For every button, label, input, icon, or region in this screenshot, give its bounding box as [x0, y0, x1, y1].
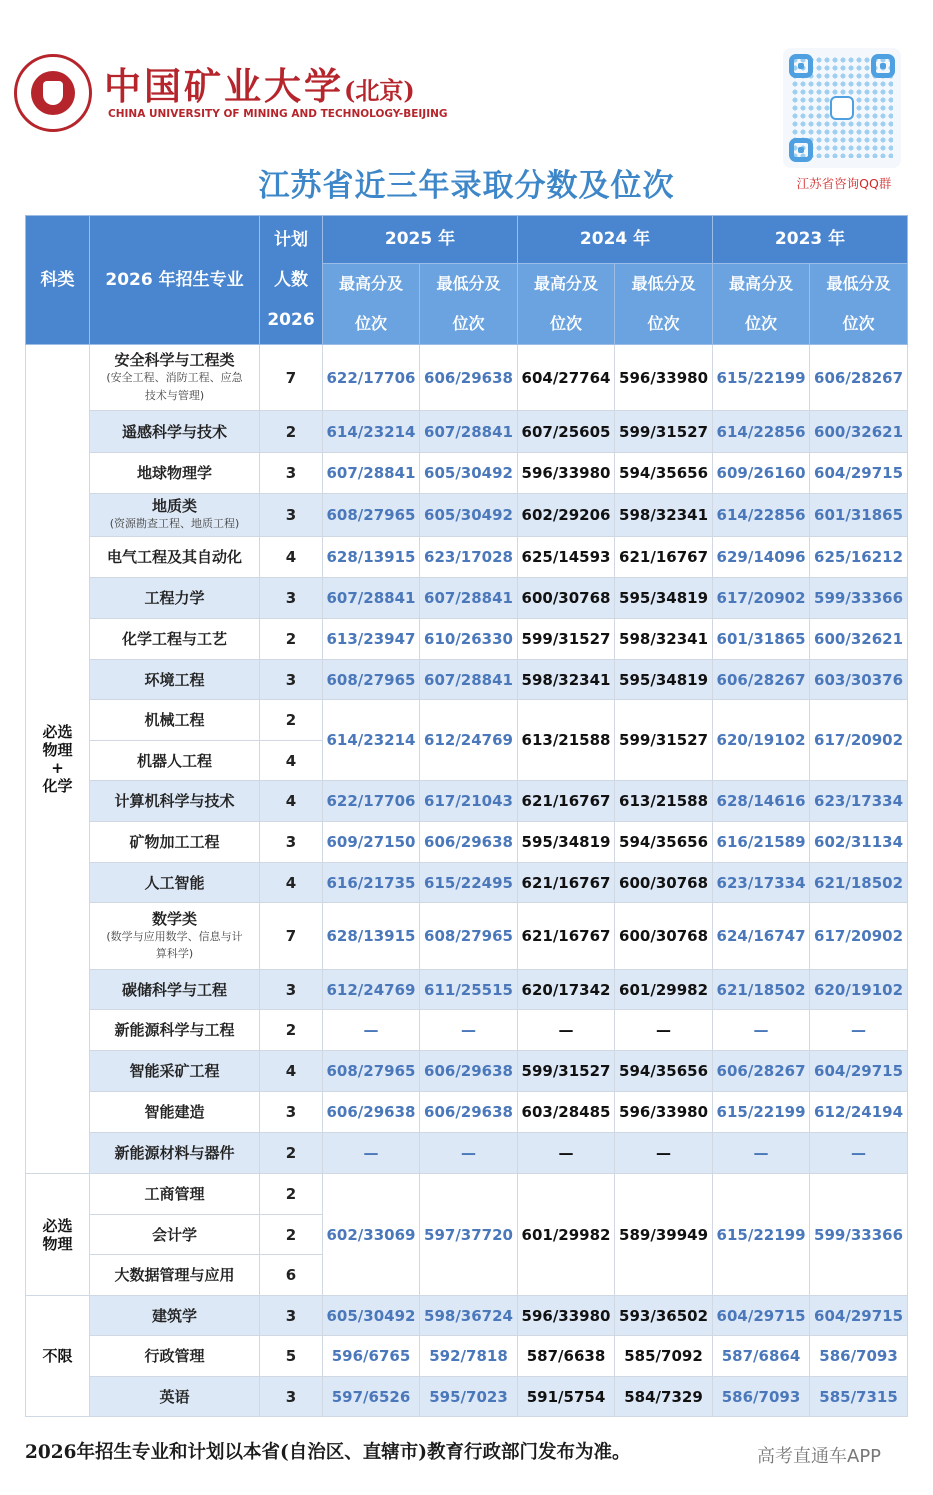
score-rank-cell: 593/36502 [615, 1296, 713, 1336]
score-rank-cell: 623/17028 [420, 537, 518, 578]
score-rank-cell: 617/20902 [810, 903, 908, 970]
score-rank-cell: 594/35656 [615, 1051, 713, 1092]
table-row [26, 1174, 908, 1215]
score-rank-cell: 598/32341 [518, 660, 615, 700]
major-cell: 智能采矿工程 [90, 1051, 260, 1092]
header-year: 2024 年 [518, 216, 713, 264]
score-rank-cell: 599/33366 [810, 578, 908, 619]
score-rank-cell: 600/30768 [615, 863, 713, 903]
major-cell: 工程力学 [90, 578, 260, 619]
plan-count-cell: 4 [260, 781, 323, 822]
score-rank-cell: 602/33069 [323, 1174, 420, 1296]
score-rank-cell: 615/22199 [713, 1174, 810, 1296]
header-major: 2026 年招生专业 [90, 216, 260, 345]
score-rank-cell: 595/7023 [420, 1377, 518, 1417]
plan-count-cell: 7 [260, 903, 323, 970]
score-rank-cell: 607/25605 [518, 411, 615, 453]
score-rank-cell: — [323, 1010, 420, 1051]
table-row [26, 700, 908, 741]
score-rank-cell: 607/28841 [420, 660, 518, 700]
table-row [26, 1133, 908, 1174]
score-rank-cell: 606/29638 [420, 1051, 518, 1092]
plan-count-cell: 3 [260, 578, 323, 619]
plan-count-cell: 3 [260, 1377, 323, 1417]
score-rank-cell: 600/30768 [615, 903, 713, 970]
university-seal-icon [14, 54, 92, 132]
score-rank-cell: 601/29982 [615, 970, 713, 1010]
score-rank-cell: 599/31527 [615, 700, 713, 781]
major-cell: 化学工程与工艺 [90, 619, 260, 660]
score-rank-cell: 587/6864 [713, 1336, 810, 1377]
score-rank-cell: 621/16767 [518, 903, 615, 970]
table-row [26, 903, 908, 970]
header-year: 2023 年 [713, 216, 908, 264]
score-rank-cell: 615/22495 [420, 863, 518, 903]
score-rank-cell: 605/30492 [420, 453, 518, 494]
table-row [26, 494, 908, 537]
score-rank-cell: 621/16767 [518, 781, 615, 822]
plan-count-cell: 3 [260, 1296, 323, 1336]
score-rank-cell: 599/31527 [615, 411, 713, 453]
score-rank-cell: 596/33980 [518, 453, 615, 494]
table-row [26, 781, 908, 822]
major-cell: 大数据管理与应用 [90, 1255, 260, 1296]
score-rank-cell: 603/28485 [518, 1092, 615, 1133]
score-rank-cell: 608/27965 [420, 903, 518, 970]
major-cell: 建筑学 [90, 1296, 260, 1336]
plan-count-cell: 2 [260, 619, 323, 660]
score-rank-cell: 594/35656 [615, 453, 713, 494]
score-rank-cell: 609/26160 [713, 453, 810, 494]
plan-count-cell: 3 [260, 970, 323, 1010]
score-rank-cell: 614/22856 [713, 494, 810, 537]
score-rank-cell: 587/6638 [518, 1336, 615, 1377]
score-rank-cell: 625/14593 [518, 537, 615, 578]
score-rank-cell: 617/20902 [810, 700, 908, 781]
plan-count-cell: 2 [260, 1215, 323, 1255]
header-max-score-rank: 最高分及 位次 [323, 264, 420, 345]
plan-count-cell: 2 [260, 411, 323, 453]
score-rank-cell: — [420, 1133, 518, 1174]
plan-count-cell: 4 [260, 1051, 323, 1092]
score-rank-cell: 585/7092 [615, 1336, 713, 1377]
score-rank-cell: 594/35656 [615, 822, 713, 863]
score-rank-cell: 601/29982 [518, 1174, 615, 1296]
score-rank-cell: 609/27150 [323, 822, 420, 863]
major-cell: 电气工程及其自动化 [90, 537, 260, 578]
major-cell: 地质类 (资源勘查工程、地质工程) [90, 494, 260, 537]
plan-count-cell: 4 [260, 537, 323, 578]
major-cell: 新能源科学与工程 [90, 1010, 260, 1051]
major-cell: 数学类 (数学与应用数学、信息与计 算科学) [90, 903, 260, 970]
score-rank-cell: 628/13915 [323, 537, 420, 578]
score-rank-cell: 604/29715 [810, 453, 908, 494]
source-watermark: 高考直通车APP [757, 1446, 882, 1467]
score-rank-cell: 596/33980 [615, 1092, 713, 1133]
score-rank-cell: 628/14616 [713, 781, 810, 822]
university-name-en: CHINA UNIVERSITY OF MINING AND TECHNOLOGY-BEIJING [108, 108, 448, 120]
major-cell: 矿物加工工程 [90, 822, 260, 863]
plan-count-cell: 6 [260, 1255, 323, 1296]
score-rank-cell: 629/14096 [713, 537, 810, 578]
score-rank-cell: 606/28267 [713, 660, 810, 700]
score-table [25, 215, 908, 1417]
plan-count-cell: 7 [260, 345, 323, 411]
score-rank-cell: 604/27764 [518, 345, 615, 411]
score-rank-cell: 621/18502 [810, 863, 908, 903]
score-rank-cell: 597/37720 [420, 1174, 518, 1296]
score-rank-cell: 595/34819 [518, 822, 615, 863]
score-rank-cell: — [518, 1010, 615, 1051]
score-rank-cell: 620/19102 [713, 700, 810, 781]
score-rank-cell: 600/32621 [810, 411, 908, 453]
score-rank-cell: 616/21735 [323, 863, 420, 903]
table-row [26, 1336, 908, 1377]
score-rank-cell: 623/17334 [810, 781, 908, 822]
score-rank-cell: — [420, 1010, 518, 1051]
score-rank-cell: 603/30376 [810, 660, 908, 700]
score-rank-cell: 604/29715 [713, 1296, 810, 1336]
score-rank-cell: — [615, 1133, 713, 1174]
table-row [26, 411, 908, 453]
qr-code-icon[interactable] [783, 48, 901, 168]
score-rank-cell: 598/32341 [615, 494, 713, 537]
plan-count-cell: 2 [260, 1133, 323, 1174]
score-rank-cell: 620/17342 [518, 970, 615, 1010]
score-rank-cell: 601/31865 [713, 619, 810, 660]
table-row [26, 537, 908, 578]
score-rank-cell: 610/26330 [420, 619, 518, 660]
score-rank-cell: 607/28841 [323, 578, 420, 619]
header-min-score-rank: 最低分及 位次 [420, 264, 518, 345]
score-rank-cell: 601/31865 [810, 494, 908, 537]
footer-note: 2026年招生专业和计划以本省(自治区、直辖市)教育行政部门发布为准。 [25, 1442, 631, 1463]
score-rank-cell: 605/30492 [323, 1296, 420, 1336]
score-rank-cell: 589/39949 [615, 1174, 713, 1296]
score-rank-cell: 612/24769 [420, 700, 518, 781]
table-row [26, 578, 908, 619]
score-rank-cell: 596/33980 [615, 345, 713, 411]
page-title: 江苏省近三年录取分数及位次 [258, 168, 675, 204]
major-cell: 机器人工程 [90, 741, 260, 781]
score-rank-cell: 620/19102 [810, 970, 908, 1010]
table-row [26, 345, 908, 411]
score-rank-cell: 597/6526 [323, 1377, 420, 1417]
score-rank-cell: 595/34819 [615, 578, 713, 619]
score-rank-cell: 596/6765 [323, 1336, 420, 1377]
score-rank-cell: 606/28267 [810, 345, 908, 411]
score-rank-cell: — [323, 1133, 420, 1174]
score-rank-cell: 608/27965 [323, 1051, 420, 1092]
score-rank-cell: 605/30492 [420, 494, 518, 537]
table-row [26, 1092, 908, 1133]
score-rank-cell: 599/33366 [810, 1174, 908, 1296]
score-rank-cell: 612/24769 [323, 970, 420, 1010]
score-rank-cell: — [713, 1133, 810, 1174]
plan-count-cell: 2 [260, 1174, 323, 1215]
score-rank-cell: 617/20902 [713, 578, 810, 619]
score-rank-cell: 602/29206 [518, 494, 615, 537]
major-cell: 英语 [90, 1377, 260, 1417]
page-header [0, 0, 933, 215]
score-rank-cell: 606/29638 [420, 1092, 518, 1133]
score-rank-cell: 606/29638 [420, 345, 518, 411]
score-rank-cell: 621/16767 [518, 863, 615, 903]
score-rank-cell: 622/17706 [323, 345, 420, 411]
score-rank-cell: 598/32341 [615, 619, 713, 660]
score-rank-cell: — [518, 1133, 615, 1174]
score-rank-cell: 600/32621 [810, 619, 908, 660]
header-min-score-rank: 最低分及 位次 [810, 264, 908, 345]
score-rank-cell: 606/29638 [323, 1092, 420, 1133]
header-year: 2025 年 [323, 216, 518, 264]
major-cell: 遥感科学与技术 [90, 411, 260, 453]
category-cell: 必选 物理 [26, 1174, 90, 1296]
major-cell: 计算机科学与技术 [90, 781, 260, 822]
university-name-cn: 中国矿业大学(北京) [104, 64, 415, 108]
score-rank-cell: 616/21589 [713, 822, 810, 863]
score-rank-cell: 624/16747 [713, 903, 810, 970]
score-rank-cell: 608/27965 [323, 660, 420, 700]
score-rank-cell: 615/22199 [713, 345, 810, 411]
score-rank-cell: 586/7093 [713, 1377, 810, 1417]
table-row [26, 970, 908, 1010]
major-cell: 工商管理 [90, 1174, 260, 1215]
score-rank-cell: 596/33980 [518, 1296, 615, 1336]
plan-count-cell: 4 [260, 863, 323, 903]
major-cell: 安全科学与工程类 (安全工程、消防工程、应急 技术与管理) [90, 345, 260, 411]
table-row [26, 619, 908, 660]
header-plan: 计划 人数 2026 [260, 216, 323, 345]
header-max-score-rank: 最高分及 位次 [713, 264, 810, 345]
score-rank-cell: 595/34819 [615, 660, 713, 700]
score-rank-cell: — [713, 1010, 810, 1051]
score-rank-cell: 606/29638 [420, 822, 518, 863]
plan-count-cell: 3 [260, 822, 323, 863]
score-rank-cell: 600/30768 [518, 578, 615, 619]
score-rank-cell: 622/17706 [323, 781, 420, 822]
table-row [26, 1377, 908, 1417]
score-rank-cell: 613/21588 [615, 781, 713, 822]
major-cell: 人工智能 [90, 863, 260, 903]
table-row [26, 822, 908, 863]
score-rank-cell: — [810, 1010, 908, 1051]
score-rank-cell: 586/7093 [810, 1336, 908, 1377]
table-row [26, 453, 908, 494]
plan-count-cell: 5 [260, 1336, 323, 1377]
major-cell: 新能源材料与器件 [90, 1133, 260, 1174]
score-rank-cell: 625/16212 [810, 537, 908, 578]
score-rank-cell: 613/23947 [323, 619, 420, 660]
score-rank-cell: 607/28841 [323, 453, 420, 494]
plan-count-cell: 3 [260, 660, 323, 700]
major-cell: 环境工程 [90, 660, 260, 700]
score-rank-cell: 623/17334 [713, 863, 810, 903]
score-rank-cell: 599/31527 [518, 619, 615, 660]
table-row [26, 1051, 908, 1092]
score-rank-cell: 614/23214 [323, 700, 420, 781]
score-rank-cell: 614/22856 [713, 411, 810, 453]
score-rank-cell: 584/7329 [615, 1377, 713, 1417]
score-rank-cell: 615/22199 [713, 1092, 810, 1133]
plan-count-cell: 2 [260, 1010, 323, 1051]
score-rank-cell: 604/29715 [810, 1296, 908, 1336]
score-rank-cell: 599/31527 [518, 1051, 615, 1092]
major-cell: 会计学 [90, 1215, 260, 1255]
header-min-score-rank: 最低分及 位次 [615, 264, 713, 345]
score-rank-cell: 621/18502 [713, 970, 810, 1010]
header-category: 科类 [26, 216, 90, 345]
major-cell: 机械工程 [90, 700, 260, 741]
score-rank-cell: 608/27965 [323, 494, 420, 537]
score-rank-cell: 612/24194 [810, 1092, 908, 1133]
score-rank-cell: 607/28841 [420, 411, 518, 453]
plan-count-cell: 3 [260, 453, 323, 494]
score-rank-cell: 592/7818 [420, 1336, 518, 1377]
plan-count-cell: 2 [260, 700, 323, 741]
major-cell: 智能建造 [90, 1092, 260, 1133]
score-rank-cell: 621/16767 [615, 537, 713, 578]
table-row [26, 863, 908, 903]
major-cell: 地球物理学 [90, 453, 260, 494]
header-max-score-rank: 最高分及 位次 [518, 264, 615, 345]
table-row [26, 1010, 908, 1051]
score-rank-cell: 604/29715 [810, 1051, 908, 1092]
score-rank-cell: 591/5754 [518, 1377, 615, 1417]
table-row [26, 660, 908, 700]
score-rank-cell: 585/7315 [810, 1377, 908, 1417]
major-cell: 碳储科学与工程 [90, 970, 260, 1010]
score-rank-cell: 606/28267 [713, 1051, 810, 1092]
plan-count-cell: 3 [260, 494, 323, 537]
score-rank-cell: — [615, 1010, 713, 1051]
qr-caption: 江苏省咨询QQ群 [796, 176, 892, 191]
score-rank-cell: 614/23214 [323, 411, 420, 453]
category-cell: 必选 物理 + 化学 [26, 345, 90, 1174]
score-rank-cell: 598/36724 [420, 1296, 518, 1336]
plan-count-cell: 3 [260, 1092, 323, 1133]
plan-count-cell: 4 [260, 741, 323, 781]
score-rank-cell: 617/21043 [420, 781, 518, 822]
score-rank-cell: 611/25515 [420, 970, 518, 1010]
table-row [26, 1296, 908, 1336]
major-cell: 行政管理 [90, 1336, 260, 1377]
score-rank-cell: 628/13915 [323, 903, 420, 970]
score-rank-cell: 613/21588 [518, 700, 615, 781]
score-rank-cell: 607/28841 [420, 578, 518, 619]
category-cell: 不限 [26, 1296, 90, 1417]
score-rank-cell: — [810, 1133, 908, 1174]
score-rank-cell: 602/31134 [810, 822, 908, 863]
